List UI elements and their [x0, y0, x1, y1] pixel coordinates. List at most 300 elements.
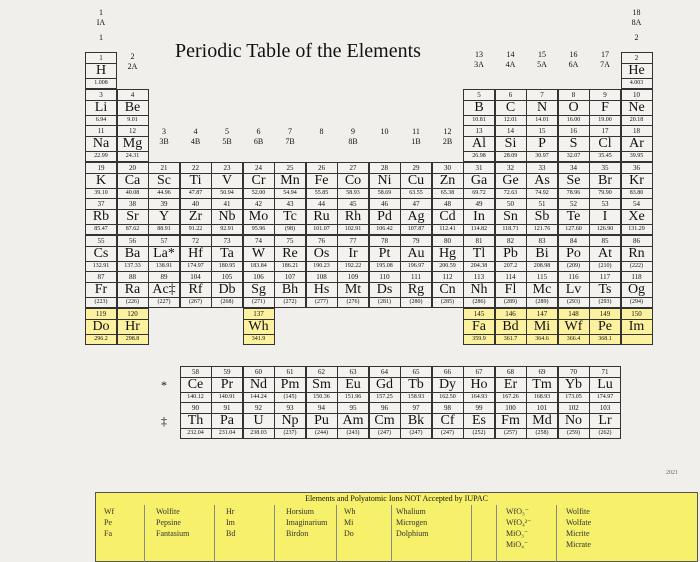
- atomic-mass: 58.69: [370, 188, 400, 198]
- atomic-mass: (276): [338, 297, 368, 307]
- element-symbol: Re: [282, 245, 298, 261]
- group-name: 5B: [222, 137, 232, 146]
- atomic-number: 54: [622, 199, 652, 210]
- non-iupac-entry: Birdon: [286, 529, 309, 538]
- atomic-number: 36: [622, 163, 652, 174]
- atomic-number: 149: [590, 309, 620, 320]
- atomic-mass: 162.50: [433, 392, 463, 402]
- atomic-number: 66: [433, 367, 463, 378]
- atomic-number: 80: [433, 236, 463, 247]
- non-iupac-box: [95, 492, 698, 562]
- non-iupac-grid: [96, 505, 697, 562]
- atomic-number: 2: [622, 53, 652, 64]
- atomic-mass: 207.2: [496, 261, 526, 271]
- element-symbol: Pe: [598, 318, 612, 334]
- group-name: 6A: [568, 60, 579, 69]
- atomic-number: 147: [527, 309, 557, 320]
- atomic-number: 94: [307, 403, 337, 414]
- group-number: 10: [380, 127, 389, 136]
- group-label: [369, 127, 401, 137]
- atomic-number: 102: [559, 403, 589, 414]
- element-cell: [432, 402, 464, 439]
- element-cell: [337, 235, 369, 272]
- atomic-number: 8: [559, 90, 589, 101]
- atomic-number: 76: [307, 236, 337, 247]
- atomic-mass: 180.95: [212, 261, 242, 271]
- atomic-number: 3: [86, 90, 116, 101]
- element-symbol: Pm: [280, 376, 300, 392]
- atomic-mass: 39.10: [86, 188, 116, 198]
- element-symbol: Tb: [408, 376, 424, 392]
- atomic-mass: 91.22: [181, 224, 211, 234]
- atomic-number: 120: [118, 309, 148, 320]
- element-symbol: Sb: [534, 209, 550, 224]
- atomic-mass: 72.63: [496, 188, 526, 198]
- atomic-number: 137: [244, 309, 274, 320]
- element-symbol: Tm: [532, 376, 552, 392]
- group-label: [400, 127, 432, 147]
- group-label: [337, 127, 369, 147]
- atomic-number: 88: [118, 272, 148, 283]
- atomic-number: 65: [401, 367, 431, 378]
- group-name: 4B: [190, 137, 201, 146]
- element-cell: [589, 198, 621, 235]
- element-symbol: O: [568, 99, 579, 115]
- atomic-mass: 195.08: [370, 261, 400, 271]
- group-label: [463, 50, 495, 70]
- atomic-number: 62: [307, 367, 337, 378]
- grid-line: [391, 505, 392, 562]
- element-cell: [274, 162, 306, 199]
- group-number: 5: [225, 127, 229, 136]
- element-symbol: Im: [628, 318, 645, 334]
- group-name: 7A: [600, 60, 610, 69]
- element-cell: [117, 89, 149, 126]
- atomic-mass: (293): [590, 297, 620, 307]
- atomic-mass: 74.92: [527, 188, 557, 198]
- atomic-number: 83: [527, 236, 557, 247]
- element-symbol: Co: [344, 172, 362, 188]
- atomic-mass: 14.01: [527, 115, 557, 125]
- element-symbol: F: [601, 99, 609, 115]
- non-iupac-entry: Mi: [344, 518, 354, 527]
- grid-line: [274, 505, 275, 562]
- atomic-number: 21: [149, 163, 179, 174]
- element-cell: [274, 235, 306, 272]
- element-symbol: Yb: [564, 376, 583, 392]
- element-cell: [558, 271, 590, 308]
- atomic-number: 46: [370, 199, 400, 210]
- element-cell: [526, 235, 558, 272]
- element-symbol: In: [473, 209, 485, 224]
- group-number: 7: [288, 127, 292, 136]
- atomic-number: 72: [181, 236, 211, 247]
- atomic-mass: (257): [496, 428, 526, 438]
- atomic-number: 109: [338, 272, 368, 283]
- element-symbol: C: [505, 99, 516, 115]
- element-cell: [337, 402, 369, 439]
- atomic-number: 20: [118, 163, 148, 174]
- element-symbol: Li: [94, 99, 108, 115]
- element-cell: [306, 235, 338, 272]
- atomic-number: 98: [433, 403, 463, 414]
- element-cell: [369, 162, 401, 199]
- element-symbol: Y: [158, 209, 170, 224]
- atomic-mass: (247): [370, 428, 400, 438]
- atomic-number: 91: [212, 403, 242, 414]
- element-cell: [526, 271, 558, 308]
- atomic-number: 38: [118, 199, 148, 210]
- group-label: [526, 50, 558, 70]
- atomic-mass: 140.12: [181, 392, 211, 402]
- atomic-number: 48: [433, 199, 463, 210]
- atomic-number: 39: [149, 199, 179, 210]
- atomic-number: 35: [590, 163, 620, 174]
- atomic-mass: (98): [275, 224, 305, 234]
- element-symbol: Hr: [125, 318, 140, 334]
- atomic-mass: (281): [370, 297, 400, 307]
- group-label: [306, 127, 338, 137]
- atomic-number: 87: [86, 272, 116, 283]
- element-symbol: Cr: [251, 172, 266, 188]
- element-symbol: Ti: [189, 172, 202, 188]
- element-cell: [621, 89, 653, 126]
- group-label: [621, 33, 653, 43]
- atomic-mass: 366.4: [559, 334, 589, 344]
- element-symbol: Er: [503, 376, 518, 392]
- element-symbol: Hs: [313, 282, 330, 297]
- element-symbol: Mi: [533, 318, 551, 334]
- element-symbol: Si: [504, 136, 517, 151]
- element-cell: [463, 125, 495, 162]
- group-number: 12: [443, 127, 452, 136]
- element-symbol: Db: [218, 282, 236, 297]
- atomic-mass: (237): [275, 428, 305, 438]
- atomic-number: 90: [181, 403, 211, 414]
- atomic-mass: (226): [118, 297, 148, 307]
- atomic-number: 60: [244, 367, 274, 378]
- atomic-mass: 69.72: [464, 188, 494, 198]
- non-iupac-ion: Wolfate: [566, 518, 592, 527]
- group-name: 8B: [348, 137, 358, 146]
- atomic-mass: 47.87: [181, 188, 211, 198]
- element-symbol: Sm: [312, 376, 331, 392]
- element-cell: [463, 235, 495, 272]
- non-iupac-ion: Micrite: [566, 529, 590, 538]
- element-cell: [432, 198, 464, 235]
- atomic-mass: 39.95: [622, 151, 652, 161]
- atomic-number: 1: [86, 53, 116, 64]
- element-symbol: Nh: [470, 282, 488, 297]
- group-name: 5A: [537, 60, 547, 69]
- atomic-number: 5: [464, 90, 494, 101]
- element-cell: [180, 162, 212, 199]
- non-iupac-entry: Wolfite: [156, 507, 180, 516]
- atomic-mass: 164.93: [464, 392, 494, 402]
- atomic-mass: (277): [307, 297, 337, 307]
- atomic-mass: 24.31: [118, 151, 148, 161]
- element-cell: [211, 271, 243, 308]
- atomic-number: 86: [622, 236, 652, 247]
- group-label: [180, 127, 212, 147]
- group-name: 7B: [285, 137, 295, 146]
- group-number: 13: [475, 50, 483, 59]
- atomic-number: 100: [496, 403, 526, 414]
- atomic-number: 67: [464, 367, 494, 378]
- element-symbol: Lv: [565, 282, 582, 297]
- atomic-number: 55: [86, 236, 116, 247]
- non-iupac-entry: Do: [344, 529, 354, 538]
- atomic-mass: (210): [590, 261, 620, 271]
- atomic-mass: (262): [590, 428, 620, 438]
- atomic-mass: 1.008: [86, 78, 116, 88]
- element-symbol: Pt: [378, 245, 391, 261]
- atomic-number: 105: [212, 272, 242, 283]
- atomic-mass: 150.36: [307, 392, 337, 402]
- non-iupac-title: Elements and Polyatomic Ions NOT Accepted by IUPAC: [305, 494, 488, 503]
- element-cell: [274, 366, 306, 403]
- atomic-number: 114: [496, 272, 526, 283]
- atomic-mass: 341.9: [244, 334, 274, 344]
- group-number: 16: [569, 50, 578, 59]
- element-cell: [558, 402, 590, 439]
- atomic-number: 85: [590, 236, 620, 247]
- element-symbol: Tl: [472, 245, 486, 261]
- element-symbol: Kr: [629, 172, 644, 188]
- atomic-mass: (293): [559, 297, 589, 307]
- atomic-number: 12: [118, 126, 148, 137]
- element-symbol: Ne: [628, 99, 645, 115]
- atomic-mass: (268): [212, 297, 242, 307]
- element-cell: [463, 89, 495, 126]
- non-iupac-entry: Pepsine: [156, 518, 181, 527]
- element-cell: [117, 125, 149, 162]
- non-iupac-ion: WfO₃⁻: [506, 507, 530, 516]
- element-symbol: Eu: [345, 376, 361, 392]
- atomic-mass: (267): [181, 297, 211, 307]
- atomic-number: 95: [338, 403, 368, 414]
- atomic-mass: 298.8: [118, 334, 148, 344]
- element-cell: [400, 402, 432, 439]
- atomic-mass: 16.00: [559, 115, 589, 125]
- non-iupac-entry: Dolphium: [396, 529, 429, 538]
- atomic-mass: (280): [401, 297, 431, 307]
- element-cell: [274, 402, 306, 439]
- atomic-number: 78: [370, 236, 400, 247]
- atomic-number: 43: [275, 199, 305, 210]
- element-symbol: Sn: [503, 209, 518, 224]
- atomic-number: 71: [590, 367, 620, 378]
- atomic-number: 53: [590, 199, 620, 210]
- group-label: [148, 127, 180, 147]
- element-cell: [526, 125, 558, 162]
- non-iupac-ion: Wolfite: [566, 507, 590, 516]
- atomic-number: 24: [244, 163, 274, 174]
- grid-line: [471, 505, 472, 562]
- atomic-mass: (259): [559, 428, 589, 438]
- atomic-number: 17: [590, 126, 620, 137]
- atomic-number: 31: [464, 163, 494, 174]
- atomic-number: 4: [118, 90, 148, 101]
- element-symbol: Sr: [126, 209, 139, 224]
- non-iupac-entry: Whalium: [396, 507, 426, 516]
- group-label: [211, 127, 243, 147]
- element-cell: [463, 308, 495, 345]
- group-name: 4A: [505, 60, 516, 69]
- element-symbol: W: [251, 245, 266, 261]
- group-number: 8: [319, 127, 324, 136]
- atomic-mass: (289): [496, 297, 526, 307]
- element-symbol: Np: [281, 413, 299, 429]
- non-iupac-entry: Microgen: [396, 518, 428, 527]
- group-label: [589, 50, 621, 70]
- group-name: 3B: [159, 137, 169, 146]
- atomic-number: 49: [464, 199, 494, 210]
- element-symbol: Zn: [439, 172, 456, 188]
- element-symbol: At: [598, 245, 612, 261]
- element-cell: [558, 89, 590, 126]
- atomic-mass: 157.25: [370, 392, 400, 402]
- element-symbol: Ag: [407, 209, 425, 224]
- atomic-mass: 10.81: [464, 115, 494, 125]
- element-cell: [526, 402, 558, 439]
- atomic-number: 47: [401, 199, 431, 210]
- atomic-number: 89: [149, 272, 179, 283]
- grid-line: [556, 505, 557, 562]
- atomic-number: 115: [527, 272, 557, 283]
- non-iupac-entry: Im: [226, 518, 235, 527]
- element-symbol: Tc: [283, 209, 297, 224]
- group-number: 1: [99, 33, 103, 42]
- element-cell: [337, 162, 369, 199]
- atomic-number: 9: [590, 90, 620, 101]
- element-cell: [180, 366, 212, 403]
- element-cell: [306, 402, 338, 439]
- element-symbol: Fl: [504, 282, 517, 297]
- element-cell: [85, 52, 117, 89]
- element-symbol: Cn: [439, 282, 456, 297]
- atomic-mass: 22.99: [86, 151, 116, 161]
- atomic-mass: 118.71: [496, 224, 526, 234]
- element-symbol: Ac‡: [152, 282, 176, 297]
- atomic-mass: 231.04: [212, 428, 242, 438]
- element-cell: [85, 198, 117, 235]
- element-cell: [621, 162, 653, 199]
- atomic-mass: 132.91: [86, 261, 116, 271]
- atomic-mass: 101.07: [307, 224, 337, 234]
- atomic-number: 108: [307, 272, 337, 283]
- element-symbol: Cm: [374, 413, 395, 429]
- atomic-mass: 200.59: [433, 261, 463, 271]
- element-symbol: Th: [187, 413, 204, 429]
- atomic-mass: (209): [559, 261, 589, 271]
- atomic-number: 29: [401, 163, 431, 174]
- atomic-number: 14: [496, 126, 526, 137]
- atomic-mass: 208.98: [527, 261, 557, 271]
- element-cell: [85, 125, 117, 162]
- atomic-number: 63: [338, 367, 368, 378]
- atomic-number: 41: [212, 199, 242, 210]
- element-cell: [589, 402, 621, 439]
- group-name: 6B: [253, 137, 264, 146]
- atomic-number: 110: [370, 272, 400, 283]
- element-symbol: Bk: [407, 413, 425, 429]
- element-cell: [589, 89, 621, 126]
- element-symbol: Md: [532, 413, 552, 429]
- element-symbol: Zr: [188, 209, 203, 224]
- element-cell: [85, 162, 117, 199]
- atomic-number: 106: [244, 272, 274, 283]
- series-mark: ‡: [161, 414, 167, 429]
- element-cell: [526, 162, 558, 199]
- non-iupac-entry: Wh: [344, 507, 356, 516]
- atomic-number: 23: [212, 163, 242, 174]
- element-cell: [463, 271, 495, 308]
- element-symbol: Lr: [598, 413, 612, 429]
- atomic-number: 117: [590, 272, 620, 283]
- element-symbol: Mn: [280, 172, 300, 188]
- element-cell: [337, 198, 369, 235]
- atomic-number: 84: [559, 236, 589, 247]
- element-symbol: Pu: [314, 413, 329, 429]
- atomic-number: 119: [86, 309, 116, 320]
- element-symbol: Rb: [92, 209, 110, 224]
- element-symbol: Ga: [470, 172, 488, 188]
- element-cell: [463, 198, 495, 235]
- element-cell: [495, 402, 527, 439]
- group-label: [243, 127, 275, 147]
- atomic-mass: 296.2: [86, 334, 116, 344]
- non-iupac-entry: Wf: [104, 507, 115, 516]
- atomic-mass: 32.07: [559, 151, 589, 161]
- atomic-mass: 359.9: [464, 334, 494, 344]
- atomic-number: 92: [244, 403, 274, 414]
- element-symbol: Ca: [124, 172, 141, 188]
- atomic-mass: 40.08: [118, 188, 148, 198]
- element-cell: [400, 198, 432, 235]
- grid-line: [336, 505, 337, 562]
- element-symbol: Ds: [376, 282, 393, 297]
- element-cell: [117, 271, 149, 308]
- atomic-number: 113: [464, 272, 494, 283]
- atomic-mass: 192.22: [338, 261, 368, 271]
- atomic-number: 26: [307, 163, 337, 174]
- atomic-number: 93: [275, 403, 305, 414]
- atomic-mass: 50.94: [212, 188, 242, 198]
- element-cell: [558, 198, 590, 235]
- page-title: Periodic Table of the Elements: [175, 40, 421, 62]
- element-symbol: Mt: [344, 282, 362, 297]
- element-symbol: Wh: [248, 318, 269, 334]
- element-symbol: Es: [472, 413, 486, 429]
- element-cell: [306, 162, 338, 199]
- atomic-mass: 121.76: [527, 224, 557, 234]
- element-symbol: Ta: [220, 245, 234, 261]
- element-cell: [589, 366, 621, 403]
- atomic-mass: 190.23: [307, 261, 337, 271]
- element-cell: [369, 402, 401, 439]
- atomic-mass: 238.03: [244, 428, 274, 438]
- atomic-number: 112: [433, 272, 463, 283]
- element-cell: [463, 162, 495, 199]
- element-cell: [589, 271, 621, 308]
- element-cell: [621, 235, 653, 272]
- atomic-number: 82: [496, 236, 526, 247]
- element-cell: [211, 198, 243, 235]
- element-symbol: Pd: [377, 209, 392, 224]
- element-symbol: S: [569, 136, 578, 151]
- atomic-mass: 20.18: [622, 115, 652, 125]
